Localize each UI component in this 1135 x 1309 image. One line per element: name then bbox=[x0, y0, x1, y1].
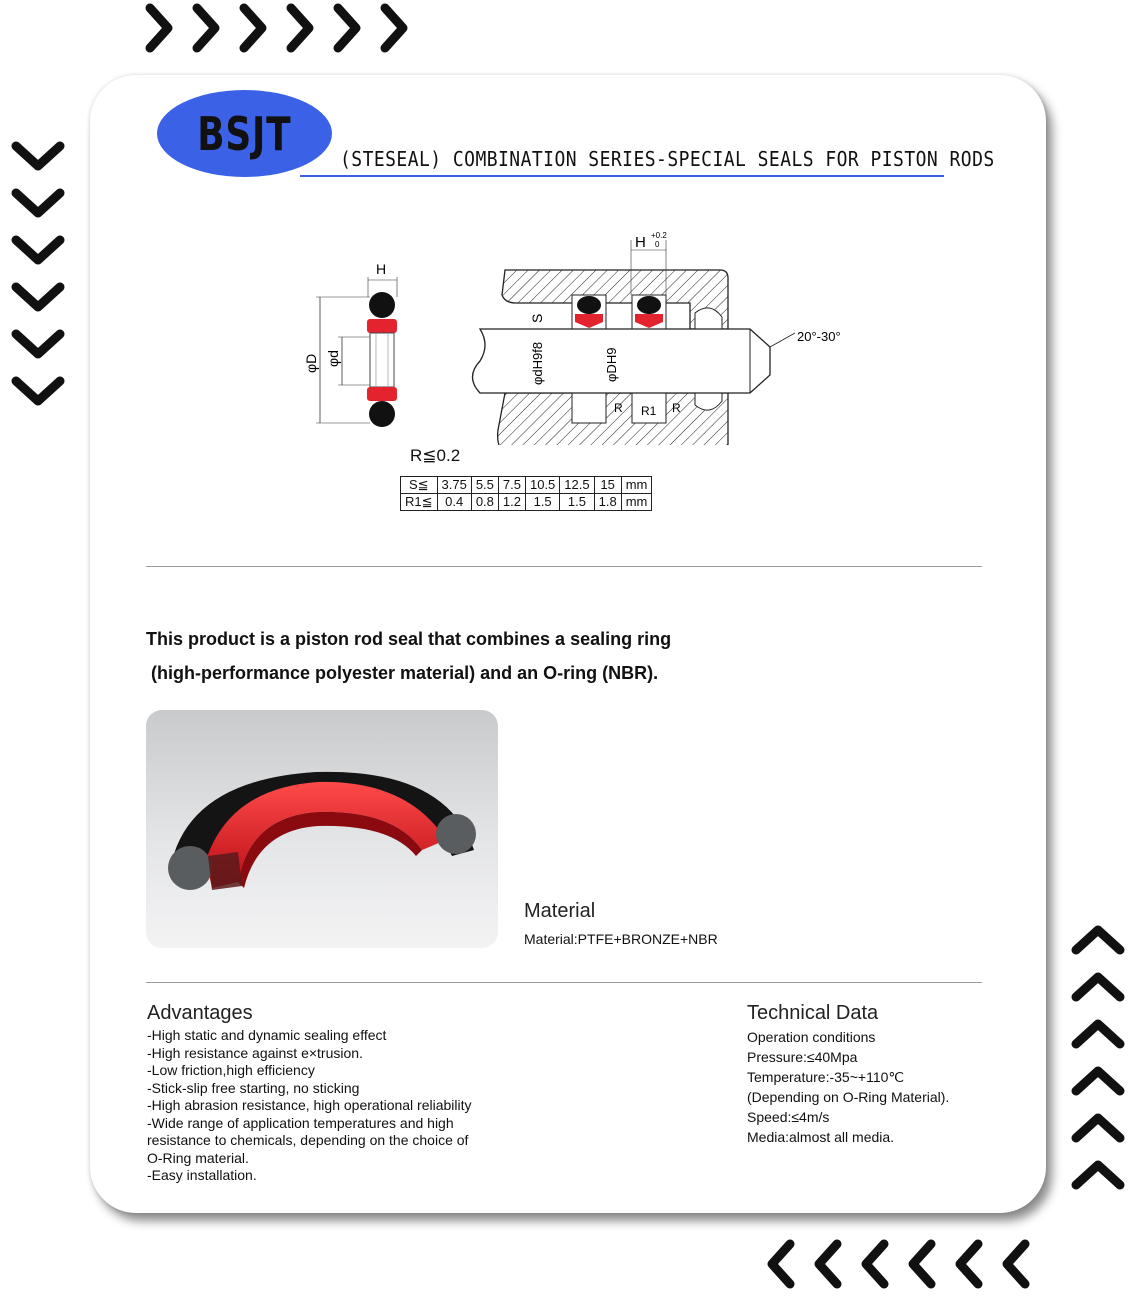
label-H-right: H bbox=[635, 234, 646, 251]
label-dH9f8: φdH9f8 bbox=[530, 341, 545, 385]
chevron-down-icon bbox=[10, 138, 66, 418]
advantages-list bbox=[147, 1027, 547, 1185]
material-title: Material bbox=[524, 900, 596, 922]
list-item: -High resistance against e×trusion. bbox=[147, 1044, 363, 1061]
brand-logo-text: BSJT bbox=[197, 106, 292, 161]
chevron-right-icon bbox=[142, 0, 422, 56]
technical-drawing bbox=[290, 225, 870, 445]
list-item: Speed:≤4m/s bbox=[747, 1109, 830, 1125]
intro-line-2: (high-performance polyester material) and an O-ring (NBR). bbox=[151, 663, 659, 683]
label-phiD: φD bbox=[303, 353, 319, 373]
product-photo bbox=[146, 710, 498, 948]
table-cell: 0.4 bbox=[437, 494, 471, 511]
list-item: -Easy installation. bbox=[147, 1167, 257, 1183]
list-item: -Stick-slip free starting, no sticking bbox=[147, 1079, 360, 1096]
chevron-up-icon bbox=[1070, 922, 1126, 1202]
technical-title: Technical Data bbox=[747, 1002, 879, 1024]
chevrons-left-bottom bbox=[762, 1236, 1042, 1292]
list-item: -Wide range of application temperatures and high bbox=[147, 1114, 454, 1131]
label-H-tol-plus: +0.2 bbox=[651, 231, 667, 240]
assembly-section bbox=[473, 231, 841, 445]
list-item: Pressure:≤40Mpa bbox=[747, 1049, 858, 1065]
table-cell: 0.8 bbox=[471, 494, 498, 511]
seal-ring-image bbox=[146, 710, 498, 948]
list-item: O-Ring material. bbox=[147, 1149, 249, 1166]
label-S: S bbox=[529, 313, 545, 323]
spec-table bbox=[400, 476, 652, 511]
table-cell: S≦ bbox=[401, 477, 438, 494]
table-cell: mm bbox=[621, 494, 652, 511]
technical-list bbox=[747, 1027, 1007, 1147]
list-item: -High static and dynamic sealing effect bbox=[147, 1027, 387, 1043]
label-R-2: R bbox=[672, 401, 681, 415]
advantages-title: Advantages bbox=[147, 1002, 253, 1024]
chevrons-right-top bbox=[142, 0, 422, 56]
chevron-left-icon bbox=[762, 1236, 1042, 1292]
section-divider bbox=[146, 982, 982, 983]
label-DH9: φDH9 bbox=[604, 347, 619, 382]
label-H-tol-zero: 0 bbox=[655, 240, 660, 249]
table-cell: 1.2 bbox=[498, 494, 525, 511]
brand-logo bbox=[157, 90, 332, 177]
material-text: Material:PTFE+BRONZE+NBR bbox=[524, 931, 718, 947]
table-row bbox=[401, 494, 652, 511]
table-cell: 3.75 bbox=[437, 477, 471, 494]
label-R1: R1 bbox=[641, 404, 657, 418]
radius-note: R≦0.2 bbox=[410, 446, 461, 465]
list-item: Media:almost all media. bbox=[747, 1129, 895, 1145]
label-H-left: H bbox=[376, 261, 387, 277]
chevrons-down-left bbox=[10, 138, 66, 418]
list-item: resistance to chemicals, depending on the choice of bbox=[147, 1132, 469, 1148]
table-cell: 10.5 bbox=[525, 477, 559, 494]
label-R-1: R bbox=[614, 401, 623, 415]
list-item: -Low friction,high efficiency bbox=[147, 1062, 315, 1078]
intro-line-1: This product is a piston rod seal that combines a sealing ring bbox=[146, 629, 672, 649]
table-cell: 1.5 bbox=[525, 494, 559, 511]
technical-data-section bbox=[747, 1002, 1007, 1147]
table-cell: 7.5 bbox=[498, 477, 525, 494]
list-item: (Depending on O-Ring Material). bbox=[747, 1089, 950, 1105]
list-item: Operation conditions bbox=[747, 1029, 876, 1045]
section-divider bbox=[146, 566, 982, 567]
label-phid: φd bbox=[325, 350, 341, 367]
table-cell: 15 bbox=[594, 477, 621, 494]
table-cell: R1≦ bbox=[401, 494, 438, 511]
table-cell: mm bbox=[621, 477, 652, 494]
label-angle: 20°-30° bbox=[797, 329, 841, 344]
advantages-section bbox=[147, 1002, 547, 1185]
table-row bbox=[401, 477, 652, 494]
seal-cross-section bbox=[303, 261, 397, 427]
list-item: Temperature:-35~+110℃ bbox=[747, 1069, 905, 1085]
chevrons-up-right bbox=[1070, 922, 1126, 1202]
table-cell: 5.5 bbox=[471, 477, 498, 494]
list-item: -High abrasion resistance, high operational reliability bbox=[147, 1097, 472, 1113]
table-cell: 12.5 bbox=[560, 477, 594, 494]
table-cell: 1.5 bbox=[560, 494, 594, 511]
table-cell: 1.8 bbox=[594, 494, 621, 511]
product-intro bbox=[146, 622, 706, 690]
page-title: (STESEAL) COMBINATION SERIES-SPECIAL SEALS FOR PISTON RODS bbox=[340, 147, 995, 171]
header-divider bbox=[300, 175, 944, 177]
